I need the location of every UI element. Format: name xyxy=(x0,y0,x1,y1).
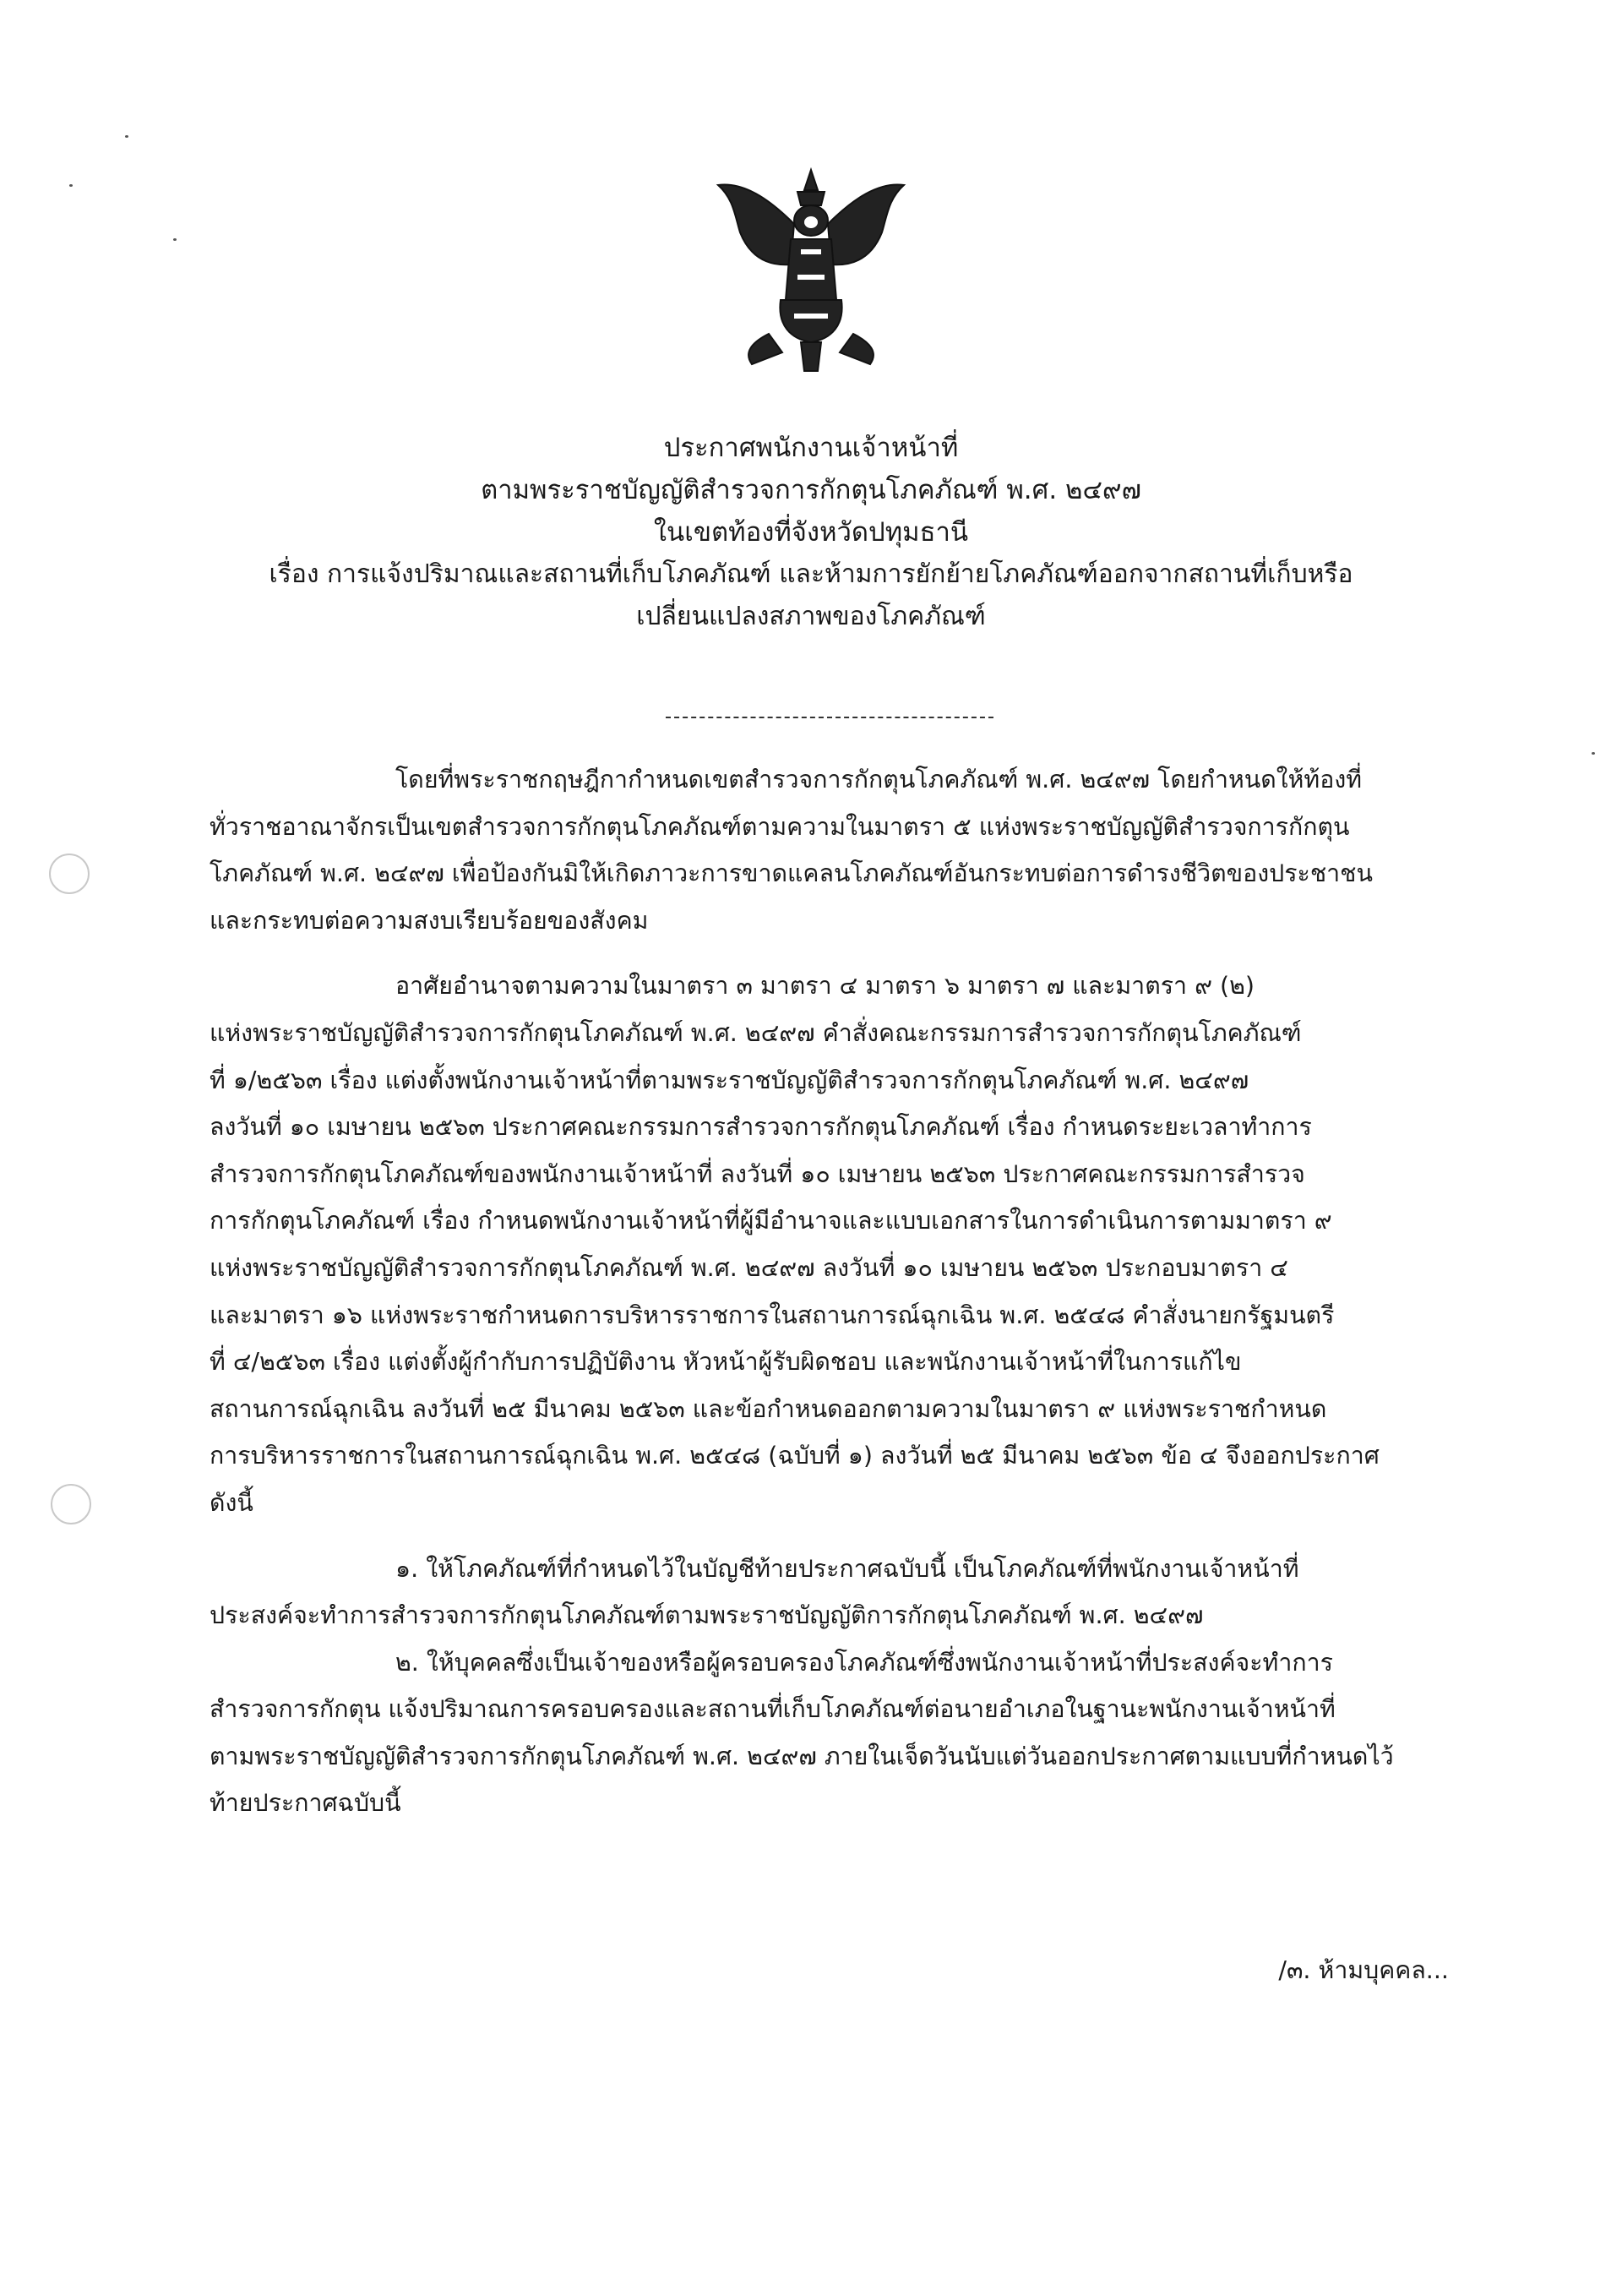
paragraph-line: และมาตรา ๑๖ แห่งพระราชกำหนดการบริหารราชการในสถานการณ์ฉุกเฉิน พ.ศ. ๒๕๔๘ คำสั่งนายกรัฐมนตรี xyxy=(210,1301,1335,1329)
paragraph-line: การกักตุนโภคภัณฑ์ เรื่อง กำหนดพนักงานเจ้าหน้าที่ผู้มีอำนาจและแบบเอกสารในการดำเนินการตามมาตรา ๙ xyxy=(210,1207,1332,1235)
paragraph-line: สำรวจการกักตุนโภคภัณฑ์ของพนักงานเจ้าหน้าที่ ลงวันที่ ๑๐ เมษายน ๒๕๖๓ ประกาศคณะกรรมการสำรวจ xyxy=(210,1159,1305,1188)
paragraph-line: การบริหารราชการในสถานการณ์ฉุกเฉิน พ.ศ. ๒๕๔๘ (ฉบับที่ ๑) ลงวันที่ ๒๕ มีนาคม ๒๕๖๓ ข้อ ๔ จึงออกประกาศ xyxy=(210,1442,1380,1470)
scan-speck xyxy=(173,238,177,241)
clause-1 xyxy=(210,1546,1451,1639)
paragraph-preamble xyxy=(210,756,1451,944)
header-divider xyxy=(666,717,993,718)
paragraph-line: โดยที่พระราชกฤษฎีกากำหนดเขตสำรวจการกักตุนโภคภัณฑ์ พ.ศ. ๒๔๙๗ โดยกำหนดให้ท้องที่ xyxy=(395,766,1363,794)
paragraph-line: ที่ ๑/๒๕๖๓ เรื่อง แต่งตั้งพนักงานเจ้าหน้าที่ตามพระราชบัญญัติสำรวจการกักตุนโภคภัณฑ์ พ.ศ. ๒๔๙๗ xyxy=(210,1066,1249,1094)
announcement-header xyxy=(169,427,1453,638)
paragraph-line: สถานการณ์ฉุกเฉิน ลงวันที่ ๒๕ มีนาคม ๒๕๖๓ และข้อกำหนดออกตามความในมาตรา ๙ แห่งพระราชกำหนด xyxy=(210,1394,1327,1423)
paragraph-line: ท้ายประกาศฉบับนี้ xyxy=(210,1789,401,1818)
announcement-subject-line-1: เรื่อง การแจ้งปริมาณและสถานที่เก็บโภคภัณฑ์ และห้ามการยักย้ายโภคภัณฑ์ออกจากสถานที่เก็บหรือ xyxy=(269,559,1353,589)
paragraph-line: ๒. ให้บุคคลซึ่งเป็นเจ้าของหรือผู้ครอบครองโภคภัณฑ์ซึ่งพนักงานเจ้าหน้าที่ประสงค์จะทำการ xyxy=(395,1648,1333,1677)
paragraph-line: ลงวันที่ ๑๐ เมษายน ๒๕๖๓ ประกาศคณะกรรมการสำรวจการกักตุนโภคภัณฑ์ เรื่อง กำหนดระยะเวลาทำการ xyxy=(210,1113,1312,1142)
scan-speck xyxy=(69,184,73,187)
announcement-act: ตามพระราชบัญญัติสำรวจการกักตุนโภคภัณฑ์ พ.ศ. ๒๔๙๗ xyxy=(481,475,1141,505)
announcement-title: ประกาศพนักงานเจ้าหน้าที่ xyxy=(663,433,959,463)
paragraph-authority xyxy=(210,963,1451,1526)
scan-speck xyxy=(1592,752,1595,755)
scan-speck xyxy=(125,135,128,138)
paragraph-line: สำรวจการกักตุน แจ้งปริมาณการครอบครองและสถานที่เก็บโภคภัณฑ์ต่อนายอำเภอในฐานะพนักงานเจ้าหน้าที่ xyxy=(210,1695,1336,1724)
punch-hole xyxy=(49,854,90,894)
paragraph-line: ทั่วราชอาณาจักรเป็นเขตสำรวจการกักตุนโภคภัณฑ์ตามความในมาตรา ๕ แห่งพระราชบัญญัติสำรวจการกักตุน xyxy=(210,812,1350,841)
announcement-subject-line-2: เปลี่ยนแปลงสภาพของโภคภัณฑ์ xyxy=(636,602,986,631)
garuda-emblem-icon xyxy=(710,165,912,376)
paragraph-line: ตามพระราชบัญญัติสำรวจการกักตุนโภคภัณฑ์ พ.ศ. ๒๔๙๗ ภายในเจ็ดวันนับแต่วันออกประกาศตามแบบที่กำหนดไว้ xyxy=(210,1742,1394,1770)
page-continuation: /๓. ห้ามบุคคล... xyxy=(1278,1956,1449,1984)
announcement-body xyxy=(210,756,1451,1846)
announcement-province: ในเขตท้องที่จังหวัดปทุมธานี xyxy=(653,517,969,548)
paragraph-line: อาศัยอำนาจตามความในมาตรา ๓ มาตรา ๔ มาตรา ๖ มาตรา ๗ และมาตรา ๙ (๒) xyxy=(395,972,1255,1001)
paragraph-line: โภคภัณฑ์ พ.ศ. ๒๔๙๗ เพื่อป้องกันมิให้เกิดภาวะการขาดแคลนโภคภัณฑ์อันกระทบต่อการดำรงชีวิตของประชาชน xyxy=(210,859,1373,888)
paragraph-line: แห่งพระราชบัญญัติสำรวจการกักตุนโภคภัณฑ์ พ.ศ. ๒๔๙๗ ลงวันที่ ๑๐ เมษายน ๒๕๖๓ ประกอบมาตรา ๔ xyxy=(210,1253,1288,1282)
paragraph-line: ที่ ๔/๒๕๖๓ เรื่อง แต่งตั้งผู้กำกับการปฏิบัติงาน หัวหน้าผู้รับผิดชอบ และพนักงานเจ้าหน้าที่ในการแก้ไข xyxy=(210,1348,1242,1377)
paragraph-line: ๑. ให้โภคภัณฑ์ที่กำหนดไว้ในบัญชีท้ายประกาศฉบับนี้ เป็นโภคภัณฑ์ที่พนักงานเจ้าหน้าที่ xyxy=(395,1554,1299,1583)
paragraph-line: และกระทบต่อความสงบเรียบร้อยของสังคม xyxy=(210,906,649,935)
paragraph-line: ดังนี้ xyxy=(210,1488,253,1517)
punch-hole xyxy=(51,1484,91,1524)
clause-2 xyxy=(210,1639,1451,1827)
paragraph-line: แห่งพระราชบัญญัติสำรวจการกักตุนโภคภัณฑ์ พ.ศ. ๒๔๙๗ คำสั่งคณะกรรมการสำรวจการกักตุนโภคภัณฑ์ xyxy=(210,1018,1302,1047)
paragraph-line: ประสงค์จะทำการสำรวจการกักตุนโภคภัณฑ์ตามพระราชบัญญัติการกักตุนโภคภัณฑ์ พ.ศ. ๒๔๙๗ xyxy=(210,1601,1204,1630)
